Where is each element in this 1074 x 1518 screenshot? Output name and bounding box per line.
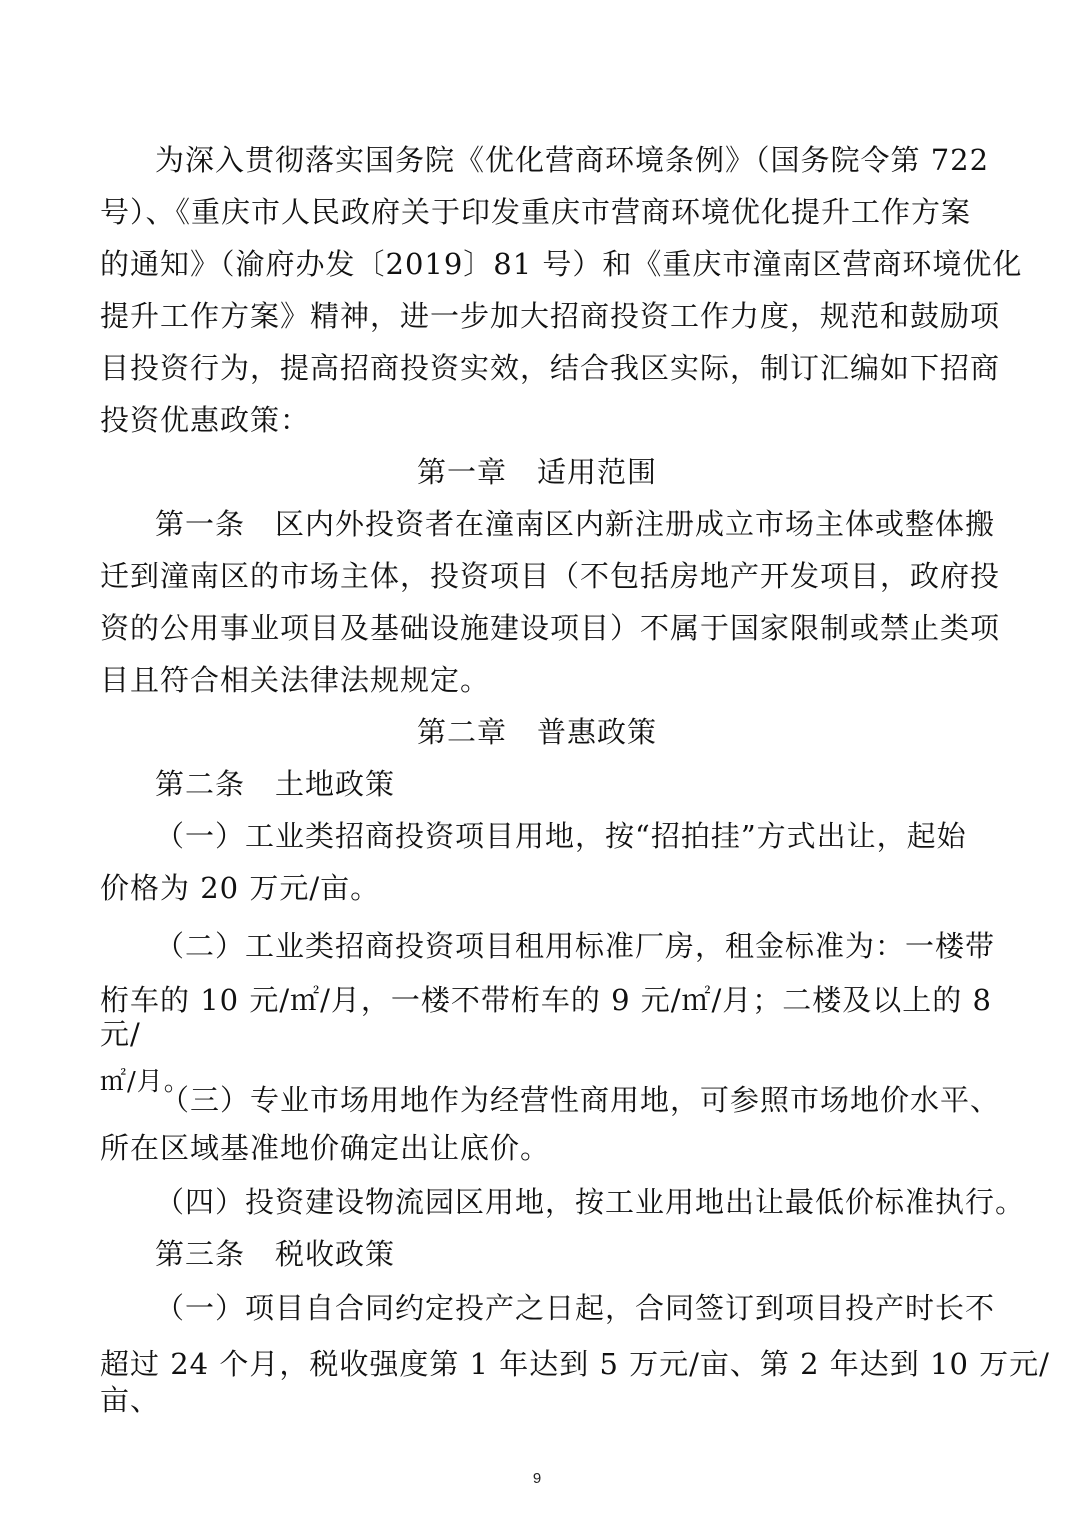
article-1-line-4: 目且符合相关法律法规规定。 (100, 663, 491, 697)
intro-line-5: 目投资行为，提高招商投资实效，结合我区实际，制订汇编如下招商 (100, 351, 1001, 385)
intro-line-1: 为深入贯彻落实国务院《优化营商环境条例》（国务院令第 722 (155, 143, 990, 177)
article-3-title: 第三条 税收政策 (155, 1237, 396, 1271)
intro-line-2: 号）、《重庆市人民政府关于印发重庆市营商环境优化提升工作方案 (100, 195, 972, 229)
intro-line-4: 提升工作方案》精神，进一步加大招商投资工作力度，规范和鼓励项 (100, 299, 1001, 333)
intro-line-3: 的通知》（渝府办发〔2019〕81 号）和《重庆市潼南区营商环境优化 (100, 247, 1023, 281)
intro-line-6: 投资优惠政策： (100, 403, 311, 437)
item-2-line-2: 桁车的 10 元/㎡/月，一楼不带桁车的 9 元/㎡/月；二楼及以上的 8 (100, 983, 992, 1017)
article-1-line-2: 迁到潼南区的市场主体，投资项目（不包括房地产开发项目，政府投 (100, 559, 1001, 593)
page-number: 9 (532, 1470, 542, 1487)
article-3-item-1-line-2: 超过 24 个月，税收强度第 1 年达到 5 万元/亩、第 2 年达到 10 万元/ (100, 1347, 1050, 1381)
article-1-line-1: 第一条 区内外投资者在潼南区内新注册成立市场主体或整体搬 (155, 507, 996, 541)
item-1-line-2: 价格为 20 万元/亩。 (100, 871, 381, 905)
article-2-title: 第二条 土地政策 (155, 767, 396, 801)
item-3-line-2: 所在区域基准地价确定出让底价。 (100, 1131, 551, 1165)
chapter-1-heading: 第一章 适用范围 (416, 455, 657, 489)
article-3-item-1-line-1: （一）项目自合同约定投产之日起，合同签订到项目投产时长不 (155, 1291, 996, 1325)
chapter-2-heading: 第二章 普惠政策 (416, 715, 657, 749)
item-3-line-1: （三）专业市场用地作为经营性商用地，可参照市场地价水平、 (160, 1083, 1001, 1117)
item-2-line-3: 元/ (100, 1017, 141, 1051)
article-3-item-1-line-3: 亩、 (100, 1383, 161, 1417)
item-2-tail: ㎡/月。 (100, 1067, 191, 1097)
item-4-line: （四）投资建设物流园区用地，按工业用地出让最低价标准执行。 (155, 1185, 1026, 1219)
item-1-line-1: （一）工业类招商投资项目用地，按“招拍挂”方式出让，起始 (155, 819, 967, 853)
item-2-line-1: （二）工业类招商投资项目租用标准厂房，租金标准为：一楼带 (155, 929, 996, 963)
article-1-line-3: 资的公用事业项目及基础设施建设项目）不属于国家限制或禁止类项 (100, 611, 1001, 645)
